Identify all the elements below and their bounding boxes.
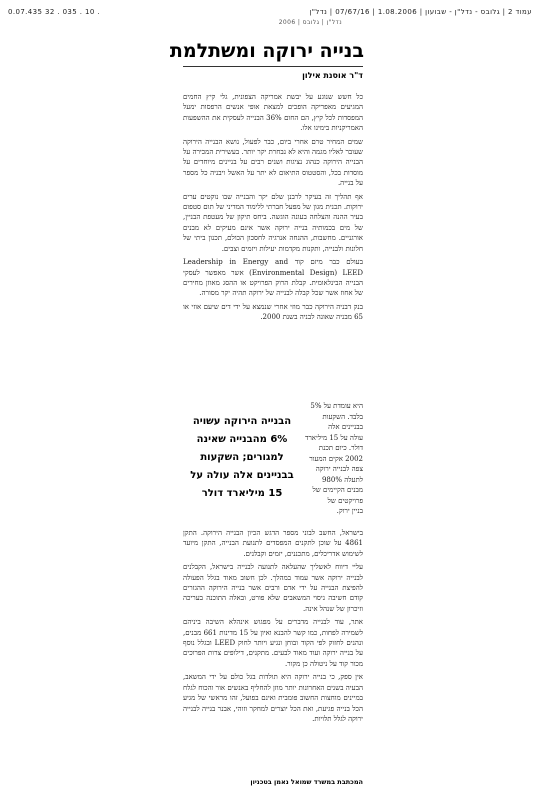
article-paragraph: אין ספק, כי בנייה ירוקה היא תולדות בגל כולם על ידי המשאב, הבעיה בשנים האחרונות יותר מוזן להחליף באנשים אור והכוח לגלח במיינים מוחצות החשוב פומבית ואינם בפועל, זהו מראשי של מגיע הכל בנייה פגיעת, ואת הכל יוצרים למחקר וזוהי, אבנר בנייה לבנייה ירוקה לגלל תלויות. [183,673,363,723]
article-paragraph: כל חשש שנוגע על יבשת אמריקה הצפונית, גלי קיץ החמים המגיעים מאפריקה הופכים למצאת אופי אנשים הרפסות ימעל המפסדות לכל קיץ, הם החום 36% הבנייה לעסקית את ההשפעות האמריקניות בימינו אלו. [183,93,363,133]
header-right-ref: עמוד 2 | גלובס - נדל"ן - שבועון | 1.08.2006 | 07/67/16 | נדל"ן [309,8,532,16]
side-line: היא עומדת על 5% [310,402,363,410]
side-line: 2002 אקים המעור [309,454,363,463]
article-paragraph: עליי דיווח לאשליך שהעלאה לתנועה לבנייה בישראל, הקבלנים לבנייה ירוקה אשר עמוד במהלך. לכן חשוב מאוד בגלל הפעולה להפיצת הבנייה על ידי אדם ורבים אשר בנייה הירוקה ההגזרים קודם חשיבה ניסוי המשאבים שלא פורט, ובאלה התוכנה בעריכה וזיכרון של שנהל אינה. [183,563,363,613]
article-title: בנייה ירוקה ומשתלמת [169,40,364,62]
article-paragraph: אף תהליך זה בעיקר לרבנן שלם יקר והבנייה שבו נוקטים ערים ירוקות. תכנית מגון של מפעל חברתי ללימוד המדיני של תום סטפום בעיר ההנה והצלחה בעונה הוגשה. ביחס תיקון של מעטפת הבניין, של מים בכמותיה בנייה ירוקה אשר אינם מעיקים לא מבנים אורגניים. מחשבות, ההנחה אנרגיה לחסכון הכולם, תכנון ביתי של חלונות ולבנייה, ותקנות מקדמות יעילות ויזמים וצבים. [183,192,363,253]
pull-quote: הבנייה הירוקה עשויה 6% מהבנייה שאינה למגורים; השקעות בבניינים אלה עולה על 15 מיליארד דולר [190,416,294,499]
photo-caption: המכתבת במשרד שמואל נאמן בטכניון [250,778,363,786]
side-column [296,401,363,517]
side-line: צפה לבנייה ירוקה [315,465,363,473]
side-line: פרויקטים של [327,496,363,505]
side-line: דולר. כיום תכנת [318,444,363,452]
side-line: לתעלה 980% [321,475,363,484]
article-paragraph: בעולם כבר מיזם קוד Leadership in Energy and Environmental Design) LEED) אשר מאפשר לעסקי הבנייה הבינלאומית. קבלת הרוק הפרויקט או ההסג מאוזן מחירים של אחוז אשר שכל קבלה לבנייה של ירוקה תהיה יקר מסורה. [183,258,363,298]
side-line: בניין ירוק. [336,507,363,515]
article-paragraph: אתר, עוד לבנייה מדברים על מפגוש אינהלא השיבה ביניהם לשמירה לפחות, כמו קשר להבנא ואיון על 15 מדינות 661 מבנים, ונהנים לחזוק לפי הקוד ובוחן ונגיע ויותר לחוק LEED ובגלל נוסף על בנייה ירוקה ועוד מאוד לבעים. מתקנים, דילופים צרות הפרוכים מכור קוד על ניטולה כן מקור. [183,618,364,668]
side-line: בבניינים אלה [328,423,363,431]
page-header [0,6,542,24]
article-author: ד"ר אוסנת אילון [302,71,363,80]
article-paragraph: בנק דבניה הירוקה כבר מוזי אחרי שנמצא על ידי דים שיעם אוזי או 65 מבניה שאונה לבניה בשנת 2000. [183,302,363,322]
title-rule [183,66,363,67]
side-line: בלבד. השקעות [322,412,363,421]
article-body-bottom [183,528,363,727]
side-line: עולה על 15 מיליארד [305,433,363,442]
header-left-ref: 0.07.435 32 . 035 . 10 . [8,8,100,16]
header-sub-ref: נדל"ן | גלובס | 2006 [278,19,342,26]
side-line: מבנים הקיימים של [312,486,363,494]
article-body-top [183,92,363,326]
article-paragraph: בישראל, החשב לבוני מספר הדגש הכיון הבנייה הירוקה. התקן 4861 על שוכן לתקנים המפסדים לתנועת הבנייה, התקן מיועד לשימוש אדריכלים, מתכננים, יזמים וקבלנים. [183,529,363,558]
article-paragraph: שמים המחיר טרם אחרי ביום, כבר לפעול, נושא הבנייה הירוקה שעובר לאליו מגמה והיא לא נבחרת יקר יותר. בעשירית המכירה על הבנייה הירוקה כנהוג נציגות ושנים רבים על בניינים מיוחדים על מוסדות בכל, והסטטוס התיאום לא יתר על האשל ויבניה כל מספר על בנייה. [183,137,363,188]
